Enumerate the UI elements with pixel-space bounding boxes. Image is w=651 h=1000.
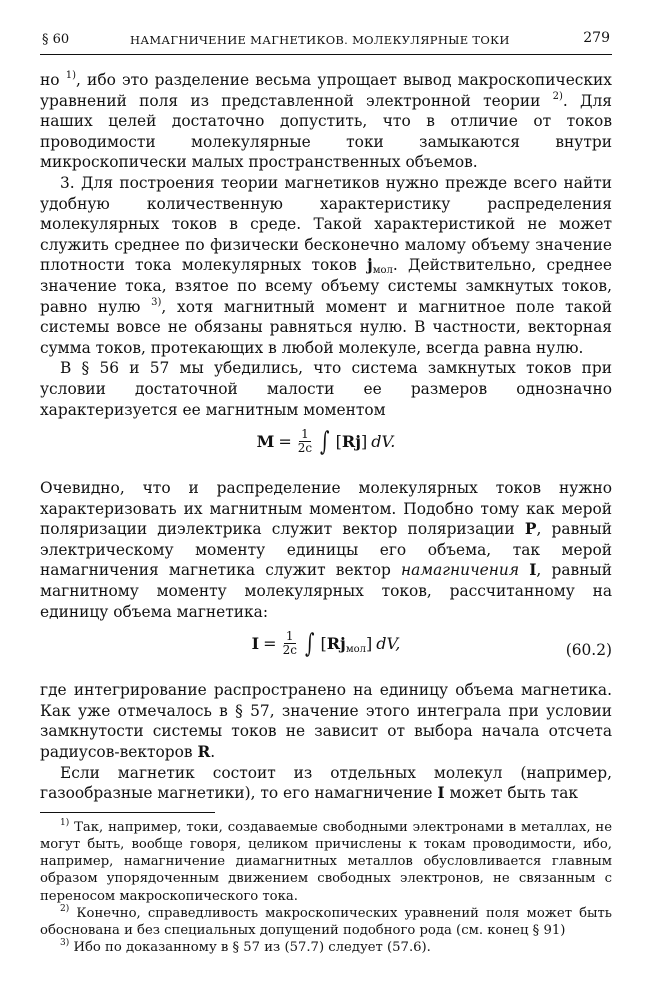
footnote-number: 1) <box>60 817 70 828</box>
j-symbol: j <box>367 256 373 275</box>
page <box>40 30 612 956</box>
text-run: Если магнетик состоит из отдельных молекул (например, газообразные магнетики), то его намагничение <box>40 763 612 803</box>
bracket-close: ] <box>361 431 368 451</box>
integral-sign: ∫ <box>304 628 315 659</box>
footnote-ref-3: 3) <box>151 296 162 308</box>
footnote-text: Ибо по доказанному в § 57 из (57.7) следует (57.6). <box>73 940 431 956</box>
page-number: 279 <box>583 30 610 46</box>
footnote-ref-1: 1) <box>65 70 76 81</box>
fraction-den: 2c <box>282 643 297 658</box>
equation-number: (60.2) <box>565 641 612 660</box>
paragraph-1 <box>40 70 612 173</box>
paragraph-3: В § 56 и 57 мы убедились, что система замкнутых токов при условии достаточной малости ее размеров однозначно характеризуется ее магнитным моментом <box>40 359 612 419</box>
header-rule <box>40 54 612 55</box>
text-run: где интегрирование распространено на единицу объема магнетика. Как уже отмечалось в § 57, значение этого интеграла при условии замкнутости системы токов не зависит от выбора начала отсчета радиусов-векторов <box>40 681 612 762</box>
text-run: может быть так <box>449 784 578 803</box>
formula-magnetic-moment <box>40 428 612 468</box>
footnote-2 <box>40 905 612 939</box>
fraction-num: 1 <box>301 427 309 442</box>
header-title: НАМАГНИЧЕНИЕ МАГНЕТИКОВ. МОЛЕКУЛЯРНЫЕ ТОКИ <box>130 33 510 47</box>
differential: dV. <box>371 431 396 451</box>
footnote-rule <box>40 812 215 813</box>
text-run: но <box>40 71 60 89</box>
formula-60-2 <box>40 630 612 670</box>
text-run: , равный электрическому моменту единицы его объема, так мерой намагничения магнетика служит вектор <box>40 520 612 580</box>
main-text <box>40 70 612 804</box>
footnote-text: Так, например, токи, создаваемые свободными электронами в металлах, не могут быть, вообще говоря, целиком причислены к токам проводимости, ибо, например, намагничение диамагнитных металлов обусловливается главным образом упорядоченным движением свободных электронов, не связанным с переносом макроскопического тока. <box>40 819 612 904</box>
text-run: . <box>210 743 216 762</box>
formula-eq: = <box>278 431 292 451</box>
paragraph-5 <box>40 680 612 762</box>
running-header <box>40 30 612 52</box>
footnote-number: 2) <box>60 903 70 914</box>
term-magnetization: намагничения <box>401 561 520 580</box>
fraction <box>283 630 297 657</box>
footnote-1 <box>40 819 612 905</box>
bracket-open: [ <box>320 633 327 653</box>
integral-sign: ∫ <box>320 426 330 457</box>
formula-lhs: I <box>251 633 260 653</box>
paragraph-6 <box>40 763 612 804</box>
text-run: , равный магнитному моменту молекулярных токов, рассчитанному на единицу объема магнетика: <box>40 561 612 621</box>
paragraph-4 <box>40 478 612 622</box>
R-symbol: R <box>197 743 211 762</box>
formula-eq: = <box>263 633 277 653</box>
text-run: . Для наших целей достаточно допустить, что в отличие от токов проводимости молекулярные токи замыкаются внутри микроскопически малых пространственных объемов. <box>40 91 612 172</box>
text-run: . Действительно, среднее значение тока, взятое по всему объему системы замкнутых токов, равно нулю <box>40 256 612 316</box>
fraction-den: 2c <box>297 441 313 456</box>
j-vector: j <box>355 431 362 451</box>
footnotes <box>40 819 612 957</box>
paragraph-2 <box>40 173 612 358</box>
footnote-text: Конечно, справедливость макроскопических уравнений поля может быть обоснована и без специальных допущений подобного рода (см. конец § 91) <box>40 905 612 939</box>
R-vector: R <box>326 633 341 653</box>
footnote-ref-2: 2) <box>552 90 563 102</box>
I-symbol: I <box>437 784 445 803</box>
fraction-num: 1 <box>285 629 294 644</box>
R-vector: R <box>341 431 356 451</box>
fraction <box>298 428 312 455</box>
P-symbol: P <box>524 520 537 539</box>
header-section: § 60 <box>42 32 70 47</box>
j-subscript: мол <box>372 265 393 277</box>
j-subscript: мол <box>345 643 366 655</box>
footnote-number: 3) <box>60 938 70 949</box>
bracket-open: [ <box>335 431 342 451</box>
I-symbol: I <box>529 561 537 580</box>
formula-lhs: M <box>256 431 275 451</box>
bracket-close: ] <box>365 633 373 653</box>
text-run: , хотя магнитный момент и магнитное поле такой системы вовсе не обязаны равняться нулю. В частности, векторная сумма токов, протекающих в любой молекуле, всегда равна нулю. <box>40 297 612 357</box>
differential: dV, <box>376 633 401 653</box>
j-vector: j <box>340 633 346 653</box>
text-run: 3. Для построения теории магнетиков нужно прежде всего найти удобную количественную характеристику распределения молекулярных токов в среде. Такой характеристикой не может служить среднее по физически бесконечно малому объему значение плотности тока молекулярных токов <box>40 173 612 275</box>
text-run: , ибо это разделение весьма упрощает вывод макроскопических уравнений поля из представленной электронной теории <box>40 71 612 110</box>
text-run: Очевидно, что и распределение молекулярных токов нужно характеризовать их магнитным моментом. Подобно тому как мерой поляризации диэлектрика служит вектор поляризации <box>40 479 612 539</box>
footnote-3 <box>40 939 612 956</box>
